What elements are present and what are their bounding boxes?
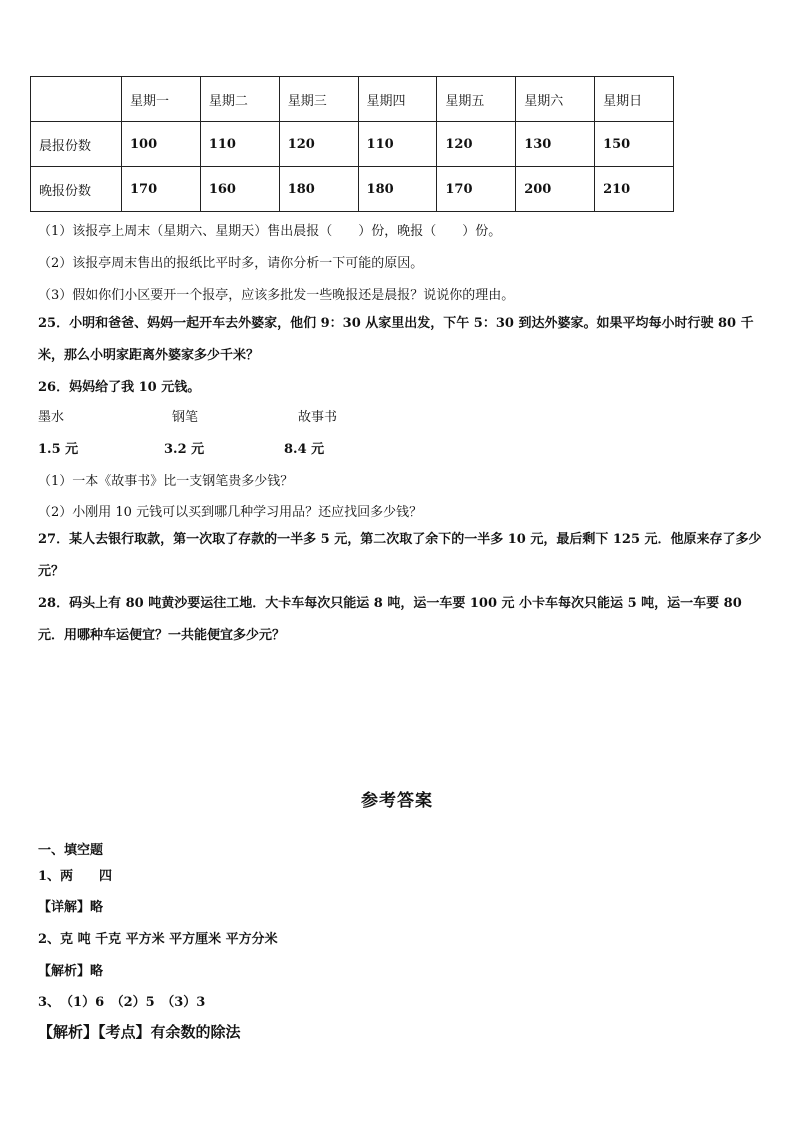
price-storybook: 8.4 元 xyxy=(284,442,325,457)
table-cell: 160 xyxy=(200,167,279,212)
table-header-cell: 星期一 xyxy=(122,77,201,122)
row-label: 晚报份数 xyxy=(31,167,122,212)
table-header-cell: 星期六 xyxy=(516,77,595,122)
table-header-row xyxy=(31,77,674,122)
table-cell: 210 xyxy=(595,167,674,212)
table-cell: 180 xyxy=(279,167,358,212)
item-ink: 墨水 xyxy=(38,410,65,425)
answer-1-note: 【详解】略 xyxy=(38,900,104,915)
table-cell: 170 xyxy=(437,167,516,212)
table-cell: 110 xyxy=(200,122,279,167)
table-row xyxy=(31,167,674,212)
table-header-cell: 星期三 xyxy=(279,77,358,122)
question-27: 27．某人去银行取款，第一次取了存款的一半多 5 元，第二次取了余下的一半多 10 元，最后剩下 125 元．他原来存了多少元？ xyxy=(38,532,762,579)
q24-part2: （2）该报亭周末售出的报纸比平时多，请你分析一下可能的原因。 xyxy=(38,256,424,271)
table-header-cell: 星期四 xyxy=(358,77,437,122)
table-header-cell: 星期二 xyxy=(200,77,279,122)
q24-part1: （1）该报亭上周末（星期六、星期天）售出晨报（ ）份，晚报（ ）份。 xyxy=(38,224,502,239)
table-row xyxy=(31,122,674,167)
table-cell: 130 xyxy=(516,122,595,167)
q24-part3: （3）假如你们小区要开一个报亭，应该多批发一些晚报还是晨报？说说你的理由。 xyxy=(38,288,515,303)
table-cell: 180 xyxy=(358,167,437,212)
q26-part2: （2）小刚用 10 元钱可以买到哪几种学习用品？还应找回多少钱？ xyxy=(38,505,423,520)
answer-3: 3、 （1）6 （2）5 （3）3 xyxy=(38,995,206,1010)
row-label: 晨报份数 xyxy=(31,122,122,167)
item-prices-row xyxy=(38,438,438,458)
answer-2: 2、克 吨 千克 平方米 平方厘米 平方分米 xyxy=(38,932,278,947)
item-storybook: 故事书 xyxy=(298,410,338,425)
answer-2-note: 【解析】略 xyxy=(38,964,104,979)
table-header-cell: 星期五 xyxy=(437,77,516,122)
price-ink: 1.5 元 xyxy=(38,442,79,457)
table-cell: 120 xyxy=(437,122,516,167)
question-25: 25．小明和爸爸、妈妈一起开车去外婆家，他们 9：30 从家里出发，下午 5：30 到达外婆家。如果平均每小时行驶 80 千米，那么小明家距离外婆家多少千米？ xyxy=(38,316,754,363)
table-cell: 120 xyxy=(279,122,358,167)
question-26-intro: 26．妈妈给了我 10 元钱。 xyxy=(38,380,201,395)
answer-1: 1、两 四 xyxy=(38,869,113,884)
table-header-cell: 星期日 xyxy=(595,77,674,122)
answers-section-heading: 一、填空题 xyxy=(38,843,104,858)
price-pen: 3.2 元 xyxy=(164,442,205,457)
answers-title: 参考答案 xyxy=(361,791,433,811)
question-28: 28．码头上有 80 吨黄沙要运往工地．大卡车每次只能运 8 吨，运一车要 100 元 小卡车每次只能运 5 吨，运一车要 80 元．用哪种车运便宜？一共能便宜多少元？ xyxy=(38,596,742,643)
answer-3-note: 【解析】【考点】有余数的除法 xyxy=(38,1023,241,1041)
table-cell: 200 xyxy=(516,167,595,212)
table-corner-cell xyxy=(31,77,122,122)
table-cell: 100 xyxy=(122,122,201,167)
table-cell: 110 xyxy=(358,122,437,167)
item-pen: 钢笔 xyxy=(172,410,199,425)
table-cell: 170 xyxy=(122,167,201,212)
item-names-row xyxy=(38,406,438,426)
table-cell: 150 xyxy=(595,122,674,167)
newspaper-sales-table xyxy=(30,76,674,212)
q26-part1: （1）一本《故事书》比一支钢笔贵多少钱？ xyxy=(38,474,294,489)
